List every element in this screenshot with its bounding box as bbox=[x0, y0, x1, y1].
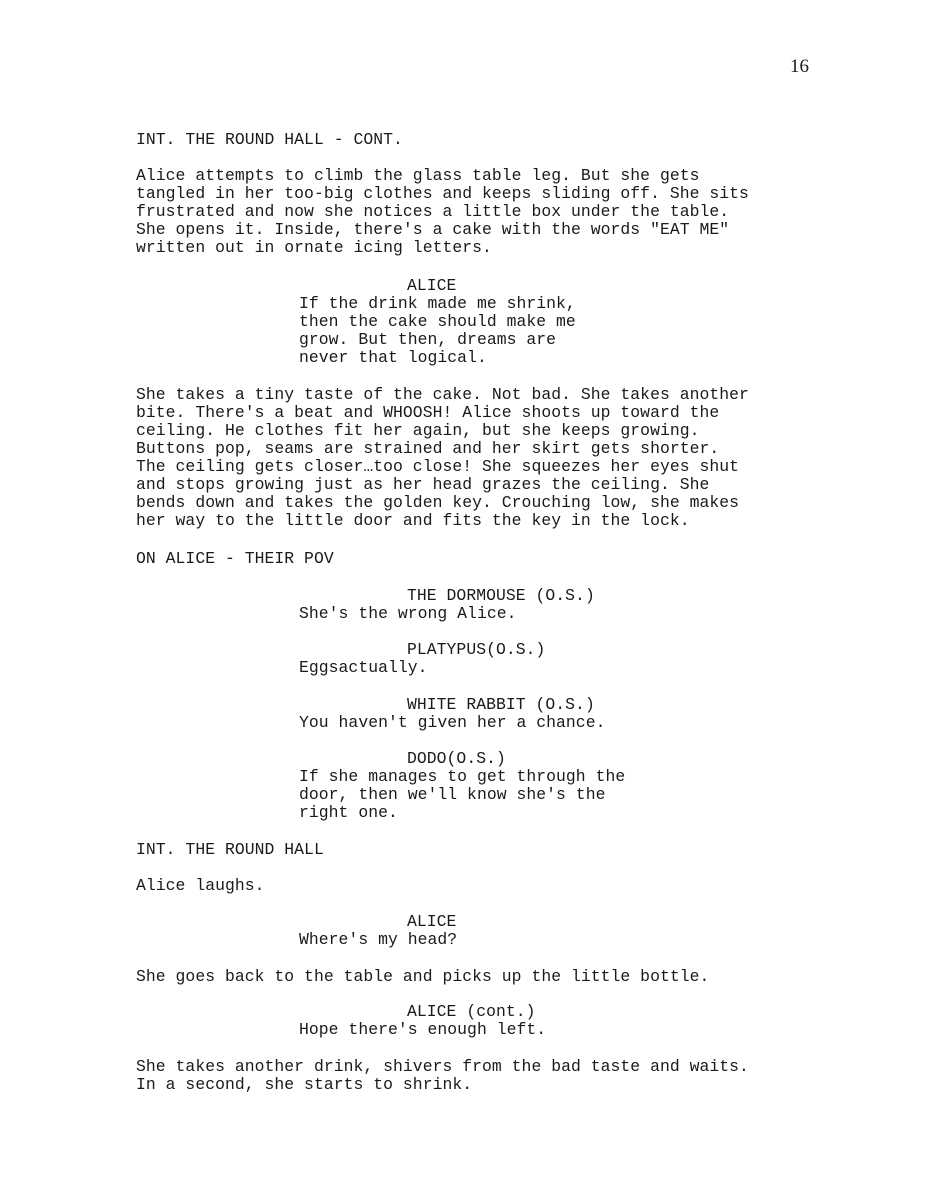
scene-heading: INT. THE ROUND HALL - CONT. bbox=[136, 130, 403, 149]
action-line: She opens it. Inside, there's a cake with the words "EAT ME" bbox=[136, 220, 730, 239]
scene-heading: ON ALICE - THEIR POV bbox=[136, 549, 334, 568]
dialogue-line: grow. But then, dreams are bbox=[299, 330, 557, 349]
dialogue-line: then the cake should make me bbox=[299, 312, 576, 331]
action-line: She takes another drink, shivers from the bad taste and waits. bbox=[136, 1057, 749, 1076]
dialogue-line: right one. bbox=[299, 803, 398, 822]
character-name: WHITE RABBIT (O.S.) bbox=[407, 695, 595, 714]
character-name: DODO(O.S.) bbox=[407, 749, 506, 768]
action-line: frustrated and now she notices a little box under the table. bbox=[136, 202, 730, 221]
action-line: written out in ornate icing letters. bbox=[136, 238, 492, 257]
dialogue-line: Hope there's enough left. bbox=[299, 1020, 547, 1039]
action-line: bite. There's a beat and WHOOSH! Alice shoots up toward the bbox=[136, 403, 720, 422]
action-line: tangled in her too-big clothes and keeps sliding off. She sits bbox=[136, 184, 749, 203]
action-line: The ceiling gets closer…too close! She squeezes her eyes shut bbox=[136, 457, 740, 476]
action-line: Alice laughs. bbox=[136, 876, 265, 895]
action-line: ceiling. He clothes fit her again, but she keeps growing. bbox=[136, 421, 700, 440]
dialogue-line: If she manages to get through the bbox=[299, 767, 626, 786]
character-name: ALICE bbox=[407, 276, 457, 295]
dialogue-line: You haven't given her a chance. bbox=[299, 713, 606, 732]
character-name: ALICE (cont.) bbox=[407, 1002, 536, 1021]
action-line: Alice attempts to climb the glass table leg. But she gets bbox=[136, 166, 700, 185]
dialogue-line: If the drink made me shrink, bbox=[299, 294, 576, 313]
character-name: PLATYPUS(O.S.) bbox=[407, 640, 546, 659]
action-line: She goes back to the table and picks up the little bottle. bbox=[136, 967, 710, 986]
dialogue-line: door, then we'll know she's the bbox=[299, 785, 606, 804]
action-line: bends down and takes the golden key. Crouching low, she makes bbox=[136, 493, 740, 512]
scene-heading: INT. THE ROUND HALL bbox=[136, 840, 324, 859]
dialogue-line: never that logical. bbox=[299, 348, 487, 367]
dialogue-line: Where's my head? bbox=[299, 930, 458, 949]
action-line: She takes a tiny taste of the cake. Not bad. She takes another bbox=[136, 385, 749, 404]
character-name: ALICE bbox=[407, 912, 457, 931]
action-line: In a second, she starts to shrink. bbox=[136, 1075, 473, 1094]
character-name: THE DORMOUSE (O.S.) bbox=[407, 586, 595, 605]
action-line: her way to the little door and fits the key in the lock. bbox=[136, 511, 690, 530]
dialogue-line: She's the wrong Alice. bbox=[299, 604, 517, 623]
page-number: 16 bbox=[790, 56, 809, 77]
action-line: and stops growing just as her head grazes the ceiling. She bbox=[136, 475, 710, 494]
action-line: Buttons pop, seams are strained and her skirt gets shorter. bbox=[136, 439, 720, 458]
dialogue-line: Eggsactually. bbox=[299, 658, 428, 677]
